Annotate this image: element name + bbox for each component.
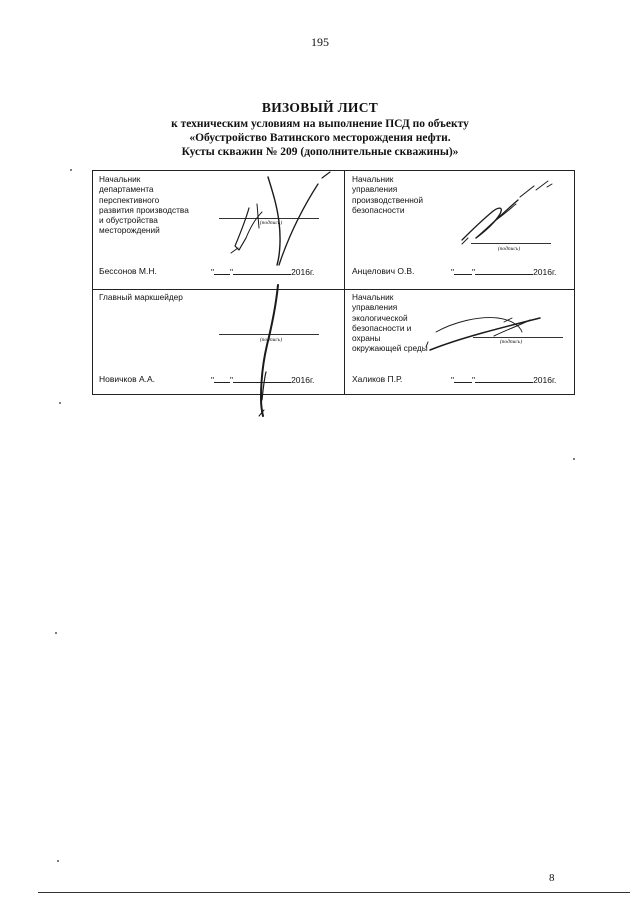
scan-speck [57,860,59,862]
scan-speck [59,402,61,404]
signatory-cell-1 [99,174,249,236]
date-open-quote: " [211,375,215,385]
signatory-1-year: 2016г. [291,267,315,277]
signatory-3-date [211,374,314,385]
signatory-4-name: Халиков П.Р. [352,374,403,384]
table-vertical-divider [344,171,345,394]
date-close-quote: " [230,375,234,385]
scan-speck [70,169,72,171]
signatory-3-year: 2016г. [291,375,315,385]
signatory-1-position: Начальник департамента перспективного развития производства и обустройства месторождений [99,174,189,236]
page-number-bottom: 8 [549,872,555,884]
signatory-1-date [211,266,314,277]
date-open-quote: " [451,375,455,385]
signatory-4-signature-caption: (подпись) [499,339,523,345]
table-horizontal-divider [93,289,574,290]
signatory-3-signature-caption: (подпись) [259,337,283,343]
page-number-top: 195 [311,35,329,49]
date-open-quote: " [451,267,455,277]
signatory-2-name: Анцелович О.В. [352,266,415,276]
title-block [60,100,580,159]
signatory-2-position: Начальник управления производственной безопасности [352,174,424,215]
date-close-quote: " [472,267,476,277]
signatory-4-signature-line [473,337,563,338]
signatory-4-position: Начальник управления экологической безопасности и охраны окружающей среды [352,292,428,354]
date-open-quote: " [211,267,215,277]
scan-speck [55,632,57,634]
signatory-2-signature-caption: (подпись) [497,246,521,252]
signatory-2-year: 2016г. [533,267,557,277]
date-close-quote: " [472,375,476,385]
scan-speck [573,458,575,460]
signatory-2-date [451,266,556,277]
document-title: ВИЗОВЫЙ ЛИСТ [261,100,379,115]
signatory-1-signature-caption: (подпись) [259,220,283,226]
signatory-4-year: 2016г. [533,375,557,385]
signatory-cell-3 [99,292,249,302]
subtitle-line-2: «Обустройство Ватинского месторождения нефти. [189,132,451,144]
signatory-cell-4 [352,292,502,354]
signatory-1-name: Бессонов М.Н. [99,266,157,276]
signatory-1-signature-line [219,218,319,219]
signatory-cell-2 [352,174,502,215]
date-close-quote: " [230,267,234,277]
signatory-3-signature-line [219,334,319,335]
signatory-4-date [451,374,556,385]
subtitle-line-1: к техническим условиям на выполнение ПСД по объекту [171,118,469,130]
subtitle-line-3: Кусты скважин № 209 (дополнительные скважины)» [181,146,459,158]
signatory-2-signature-line [471,243,551,244]
signatory-3-name: Новичков А.А. [99,374,156,384]
footer-rule [38,892,630,893]
approval-table [92,170,575,395]
signatory-3-position: Главный маркшейдер [99,292,183,302]
